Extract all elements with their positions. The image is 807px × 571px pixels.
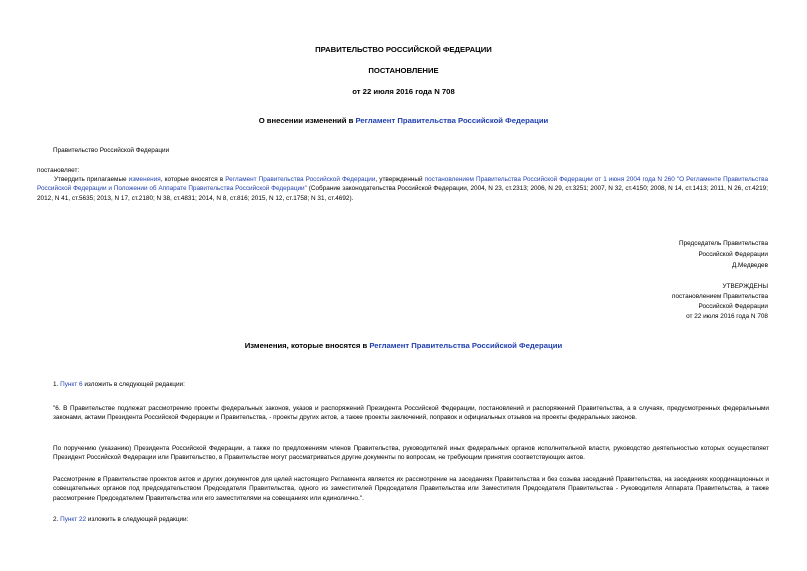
changes-title-reglament-link[interactable]: Регламент Правительства Российской Федерации bbox=[369, 341, 563, 350]
p1-text-c: , утвержденный bbox=[375, 176, 425, 183]
item-2 bbox=[53, 515, 769, 524]
document-title-text: О внесении изменений в bbox=[258, 116, 356, 125]
document-type: ПОСТАНОВЛЕНИЕ bbox=[368, 66, 439, 75]
government-heading: ПРАВИТЕЛЬСТВО РОССИЙСКОЙ ФЕДЕРАЦИИ bbox=[315, 45, 492, 54]
quote-paragraph-1: "6. В Правительстве подлежат рассмотрению проекты федеральных законов, указов и распоряжений Президента Российской Федерации, постановлений и распоряжений Правительства, а в случаях, предусмотренных федеральными законами, актами Президента Российской Федерации и Правительства, - проекты других актов, а также проекты заключений, поправок и официальных отзывов на проекты федеральных законов. bbox=[53, 405, 769, 422]
item-1-text: изложить в следующей редакции: bbox=[82, 381, 185, 388]
item-2-link[interactable]: Пункт 22 bbox=[60, 516, 87, 523]
item-1-link[interactable]: Пункт 6 bbox=[60, 381, 83, 388]
approved-line-3: Российской Федерации bbox=[698, 303, 768, 310]
quote-paragraph-2: По поручению (указанию) Президента Российской Федерации, а также по предложениям членов Правительства, руководителей иных федеральных органов исполнительной власти, руководство деятельностью которых осуществляет Президент Российской Федерации или Правительство, в Правительстве могут рассматриваться другие документы по вопросам, не требующим принятия соответствующих актов. bbox=[53, 445, 769, 462]
approved-label: УТВЕРЖДЕНЫ bbox=[722, 283, 768, 290]
quote-paragraph-3: Рассмотрение в Правительстве проектов актов и других документов для целей настоящего Регламента является их рассмотрение на заседаниях Правительства и без созыва заседаний Правительства, на заседаниях координационных и совещательных органов под председательством Председателя Правительства, одного из заместителей Председателя Правительства или Заместителя Председателя Правительства - Руководителя Аппарата Правительства, а также рассмотрение Председателем Правительства или его заместителями на совещаниях или единолично.". bbox=[53, 476, 769, 502]
decides-text: постановляет: bbox=[37, 167, 80, 174]
approved-line-2: постановлением Правительства bbox=[672, 293, 768, 300]
signature-role-2: Российской Федерации bbox=[698, 251, 768, 258]
approved-line-4: от 22 июля 2016 года N 708 bbox=[686, 313, 768, 320]
item-1 bbox=[53, 380, 769, 389]
p1-text-d: (Собрание законодательства Российской Федерации, 2004, N 23, ст.2313; 2006, N 29, ст.3251; 2007, N 32, ст.4150; 2008, N 14, ст.1413; 2011, N 26, ст.4219; 2012, N 41, ст.5635; 2013, N 17, ст.2180; N 38, ст.4831; 2014, N 8, ст.816; 2015, N 12, ст.1758; N 31, ст.4692). bbox=[37, 185, 768, 202]
item-2-text: изложить в следующей редакции: bbox=[86, 516, 189, 523]
document-date: от 22 июля 2016 года N 708 bbox=[352, 87, 455, 96]
p1-text-a: Утвердить прилагаемые bbox=[54, 176, 129, 183]
signature-role-1: Председатель Правительства bbox=[679, 240, 768, 247]
resolution-260-link[interactable]: постановлением Правительства Российской Федерации от 1 июня 2004 года N 260 "О Регламенте Правительства Российской Федерации и Положении об Аппарате Правительства Российской Федерации" bbox=[37, 176, 768, 193]
item-1-number: 1. bbox=[53, 381, 61, 388]
changes-link[interactable]: изменения bbox=[128, 176, 161, 183]
resolution-paragraph bbox=[37, 175, 768, 203]
changes-title-text: Изменения, которые вносятся в bbox=[244, 341, 370, 350]
reglament-link[interactable]: Регламент Правительства Российской Федерации bbox=[225, 176, 376, 183]
intro-text: Правительство Российской Федерации bbox=[53, 147, 170, 154]
signature-name: Д.Медведев bbox=[731, 262, 768, 269]
document-title bbox=[0, 116, 807, 125]
p1-text-b: , которые вносятся в bbox=[160, 176, 226, 183]
item-2-number: 2. bbox=[53, 516, 61, 523]
title-reglament-link[interactable]: Регламент Правительства Российской Федерации bbox=[355, 116, 549, 125]
changes-title bbox=[0, 341, 807, 350]
